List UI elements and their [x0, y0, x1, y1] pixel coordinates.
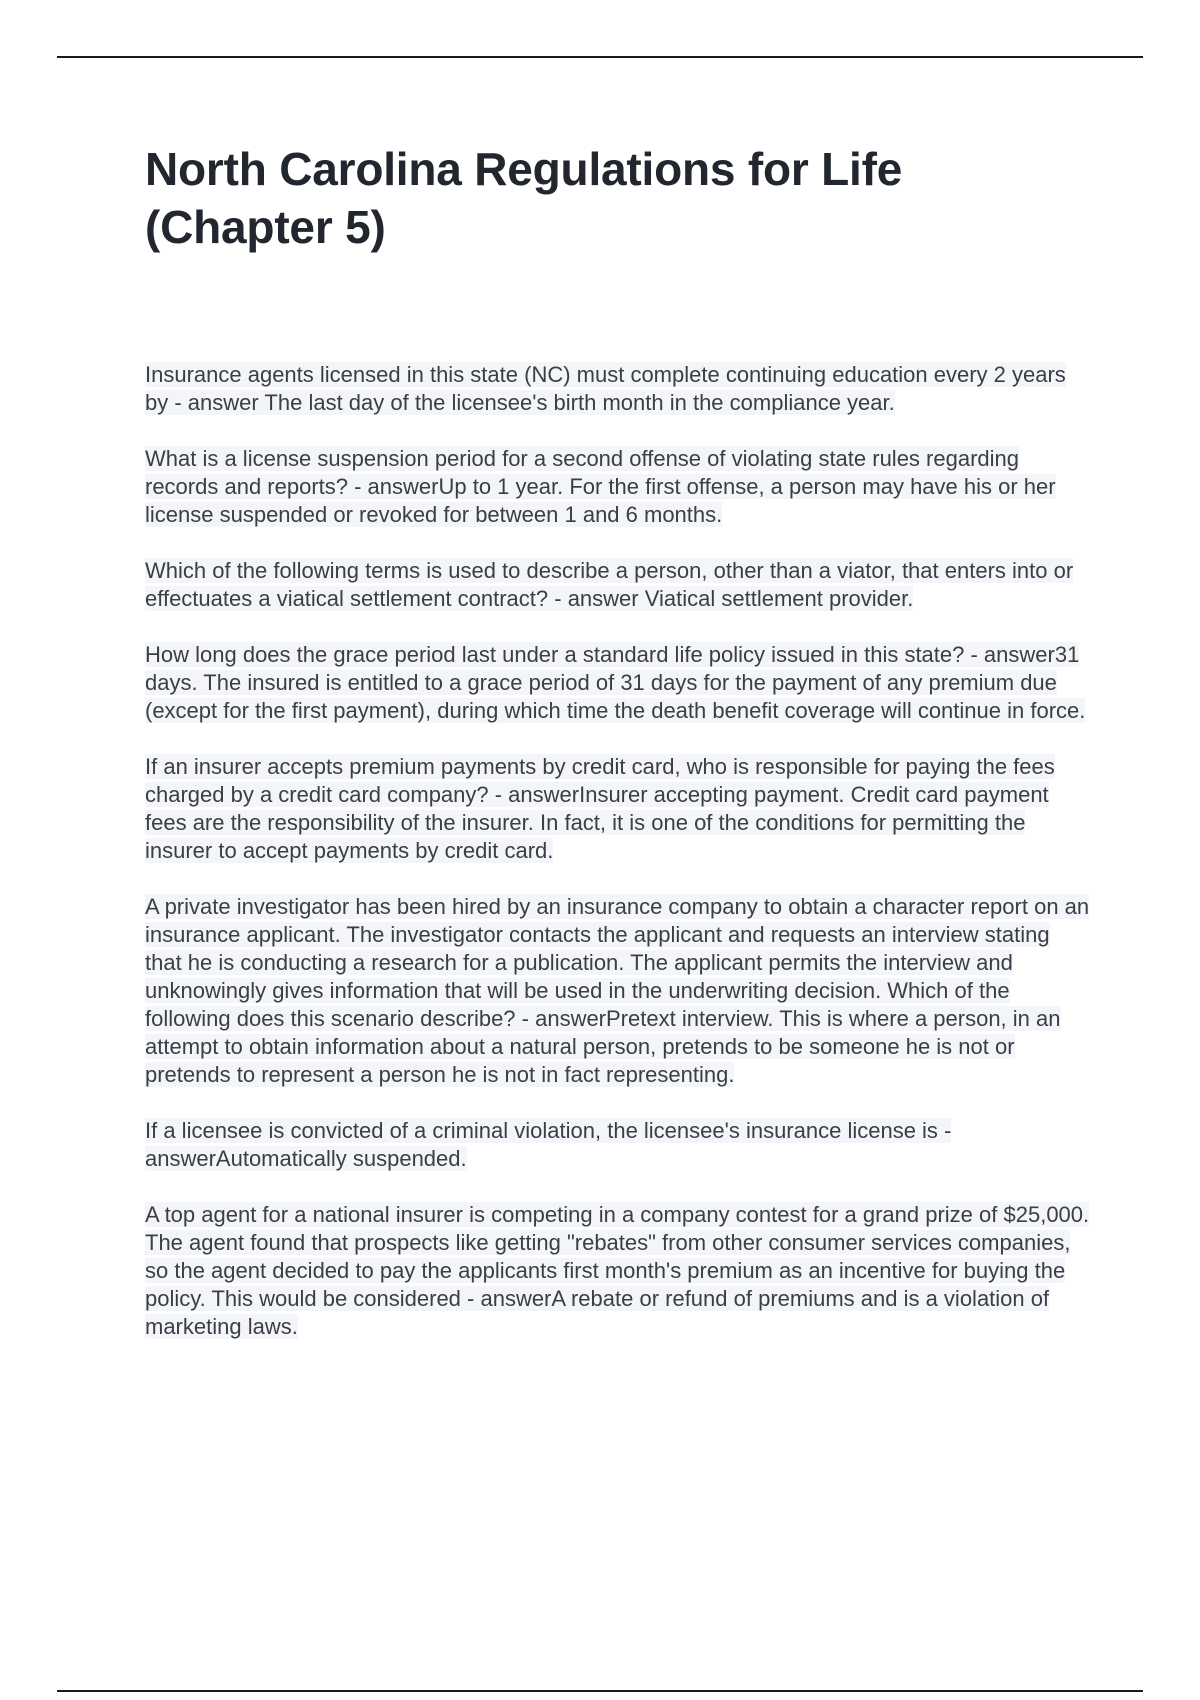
document-body [145, 140, 1090, 1369]
qa-item-2 [145, 445, 1090, 529]
qa-item-text: How long does the grace period last under a standard life policy issued in this state? - answer31 days. The insured is entitled to a grace period of 31 days for the payment of any premium due (except for the first payment), during which time the death benefit coverage will continue in force. [145, 642, 1086, 723]
qa-item-text: If an insurer accepts premium payments by credit card, who is responsible for paying the fees charged by a credit card company? - answerInsurer accepting payment. Credit card payment fees are the responsibility of the insurer. In fact, it is one of the conditions for permitting the insurer to accept payments by credit card. [145, 754, 1055, 863]
qa-item-6 [145, 893, 1090, 1089]
qa-item-3 [145, 557, 1090, 613]
qa-list [145, 361, 1090, 1341]
qa-item-1 [145, 361, 1090, 417]
qa-item-4 [145, 641, 1090, 725]
qa-item-text: Which of the following terms is used to describe a person, other than a viator, that enters into or effectuates a viatical settlement contract? - answer Viatical settlement provider. [145, 558, 1074, 611]
qa-item-text: A top agent for a national insurer is competing in a company contest for a grand prize of $25,000. The agent found that prospects like getting "rebates" from other consumer services companies, so the agent decided to pay the applicants first month's premium as an incentive for buying the policy. This would be considered - answerA rebate or refund of premiums and is a violation of marketing laws. [145, 1202, 1090, 1339]
qa-item-text: A private investigator has been hired by an insurance company to obtain a character report on an insurance applicant. The investigator contacts the applicant and requests an interview stating that he is conducting a research for a publication. The applicant permits the interview and unknowingly gives information that will be used in the underwriting decision. Which of the following does this scenario describe? - answerPretext interview. This is where a person, in an attempt to obtain information about a natural person, pretends to be someone he is not or pretends to represent a person he is not in fact representing. [145, 894, 1090, 1087]
qa-item-8 [145, 1201, 1090, 1341]
top-divider [57, 56, 1143, 58]
qa-item-5 [145, 753, 1090, 865]
bottom-divider [57, 1690, 1143, 1692]
qa-item-text: If a licensee is convicted of a criminal violation, the licensee's insurance license is - answerAutomatically suspended. [145, 1118, 952, 1171]
document-title: North Carolina Regulations for Life (Chapter 5) [145, 143, 903, 253]
qa-item-text: Insurance agents licensed in this state (NC) must complete continuing education every 2 years by - answer The last day of the licensee's birth month in the compliance year. [145, 362, 1066, 415]
qa-item-text: What is a license suspension period for a second offense of violating state rules regarding records and reports? - answerUp to 1 year. For the first offense, a person may have his or her license suspended or revoked for between 1 and 6 months. [145, 446, 1056, 527]
qa-item-7 [145, 1117, 1090, 1173]
